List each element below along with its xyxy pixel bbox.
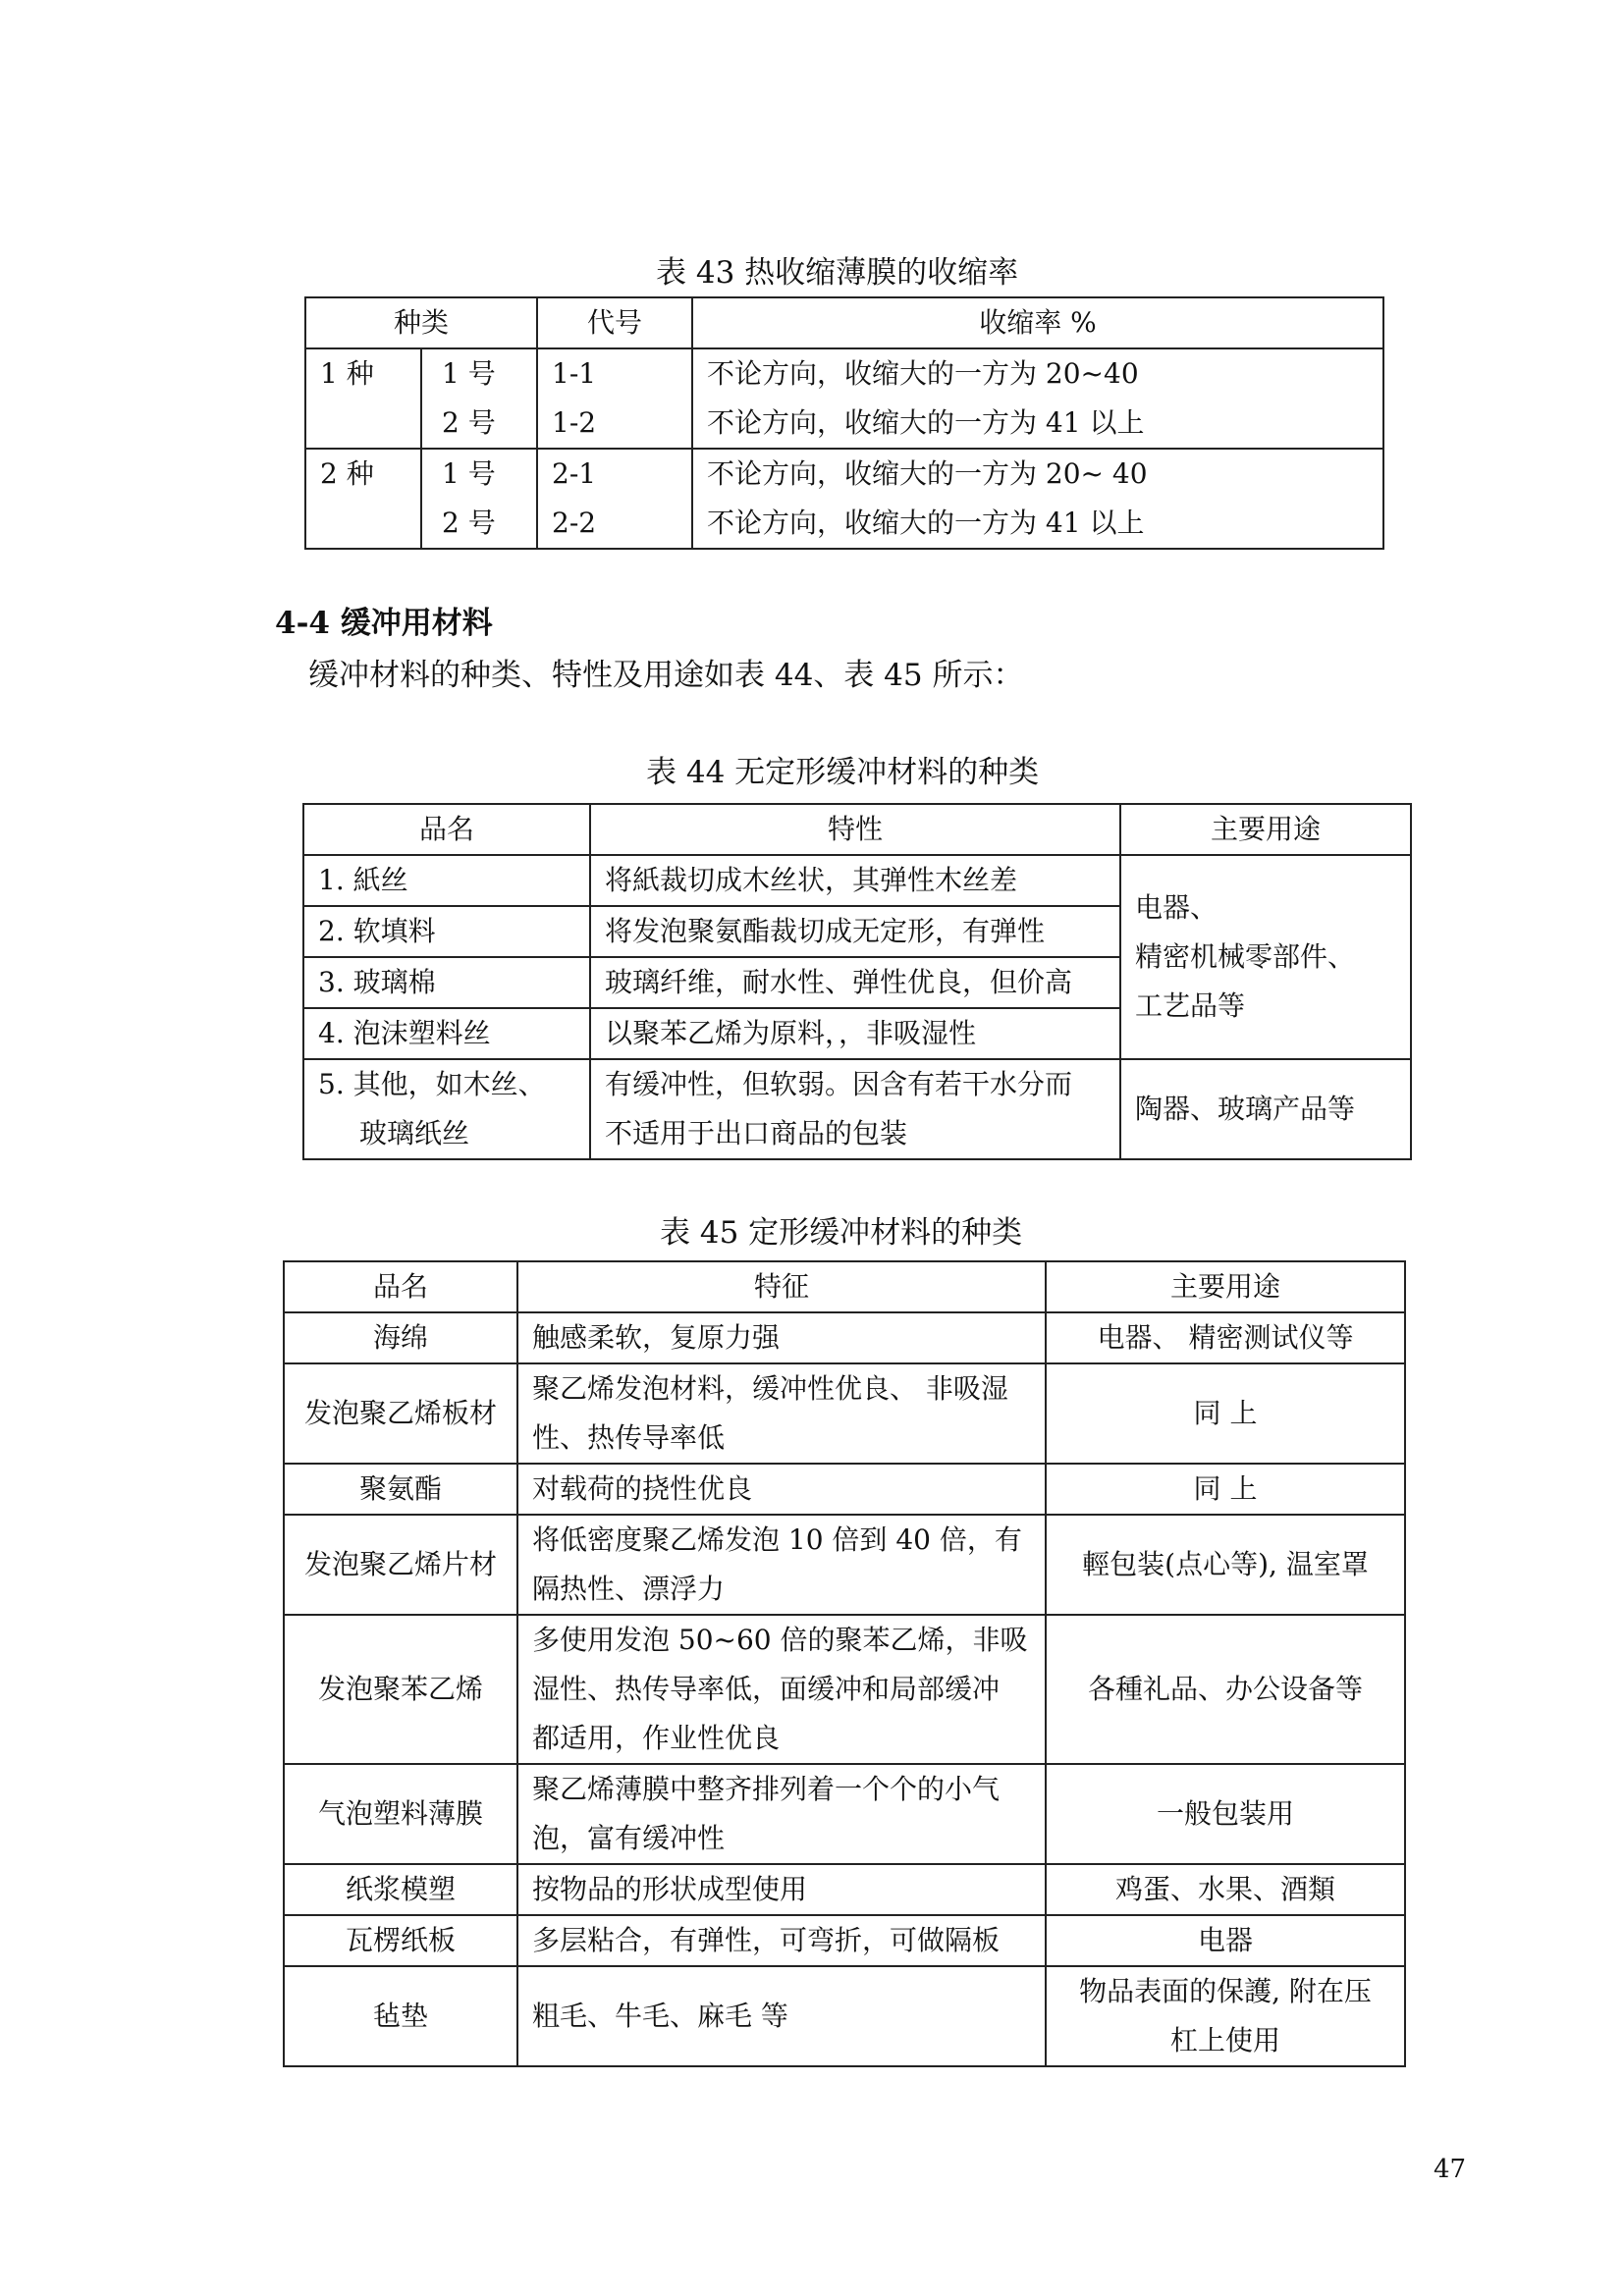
table45-feature-line: 隔热性、漂浮力 (532, 1573, 726, 1605)
table45 (283, 1260, 1406, 2067)
table45-use-line: 物品表面的保護, 附在压 (1079, 1975, 1372, 2007)
table45-use-cell (1046, 1464, 1405, 1515)
table45-feature-line: 触感柔软，复原力强 (532, 1321, 781, 1354)
table43-header-row (305, 297, 1383, 348)
table43-header-code: 代号 (537, 297, 692, 348)
table44-property-line: 不适用于出口商品的包装 (605, 1117, 908, 1149)
table44-name-line: 5. 其他，如木丝、 (318, 1068, 546, 1100)
table45-feature-line: 多使用发泡 50~60 倍的聚苯乙烯，非吸 (532, 1624, 1028, 1656)
table45-use-cell (1046, 1764, 1405, 1864)
table43-header-rate: 收缩率 % (692, 297, 1383, 348)
table45-feature-line: 将低密度聚乙烯发泡 10 倍到 40 倍，有 (532, 1523, 1022, 1556)
table43-no-cell: 2 号 (421, 499, 537, 549)
table45-feature-cell (517, 1915, 1046, 1966)
table43-no-cell: 2 号 (421, 399, 537, 449)
table45-header-feature: 特征 (517, 1261, 1046, 1312)
table43-rate-cell: 不论方向，收缩大的一方为 20~40 (692, 348, 1383, 399)
table44-use-cell (1120, 855, 1411, 1059)
table45-use-line: 电器、 精密测试仪等 (1097, 1321, 1354, 1354)
table43-code-cell: 1-1 (537, 348, 692, 399)
table44-property-cell: 以聚苯乙烯为原料，，非吸湿性 (590, 1008, 1120, 1059)
table44-property-cell: 玻璃纤维，耐水性、弹性优良，但价高 (590, 957, 1120, 1008)
table45-name-cell: 聚氨酯 (284, 1464, 517, 1515)
table44-header-row (303, 804, 1411, 855)
table45-name-cell: 瓦楞纸板 (284, 1915, 517, 1966)
table-row (305, 348, 1383, 399)
table45-use-line: 鸡蛋、水果、酒類 (1114, 1873, 1335, 1905)
table-row (305, 449, 1383, 499)
table43-caption: 表 43 热收缩薄膜的收缩率 (656, 255, 1019, 291)
table43-code-cell: 1-2 (537, 399, 692, 449)
table45-use-cell (1046, 1915, 1405, 1966)
table-row (305, 499, 1383, 549)
table45-name-cell: 发泡聚苯乙烯 (284, 1615, 517, 1764)
table45-use-line: 电器 (1197, 1924, 1253, 1956)
table44-property-cell: 将紙裁切成木丝状，其弹性木丝差 (590, 855, 1120, 906)
table43-header-kind: 种类 (305, 297, 537, 348)
table44-use-line: 精密机械零部件、 (1135, 940, 1356, 973)
table45-feature-line: 聚乙烯薄膜中整齐排列着一个个的小气 (532, 1773, 1001, 1805)
table43-rate-cell: 不论方向，收缩大的一方为 20~ 40 (692, 449, 1383, 499)
table-row (284, 1864, 1405, 1915)
table45-use-cell (1046, 1864, 1405, 1915)
table45-use-cell (1046, 1615, 1405, 1764)
table45-feature-cell (517, 1464, 1046, 1515)
table-row (284, 1615, 1405, 1764)
table44-header-name: 品名 (303, 804, 590, 855)
section-intro: 缓冲材料的种类、特性及用途如表 44、表 45 所示： (308, 658, 1024, 693)
table45-name-cell: 海绵 (284, 1312, 517, 1363)
table45-use-line: 各種礼品、办公设备等 (1087, 1673, 1363, 1705)
table45-use-cell (1046, 1363, 1405, 1464)
table44-name-cell: 3. 玻璃棉 (303, 957, 590, 1008)
table45-name-cell: 毡垫 (284, 1966, 517, 2066)
table44-property-cell (590, 1059, 1120, 1159)
table44-name-cell: 1. 紙丝 (303, 855, 590, 906)
table45-feature-cell (517, 1764, 1046, 1864)
table45-use-cell (1046, 1966, 1405, 2066)
page-number: 47 (1434, 2155, 1467, 2184)
table-row (284, 1515, 1405, 1615)
table44-name-cell: 4. 泡沫塑料丝 (303, 1008, 590, 1059)
table44 (302, 803, 1412, 1160)
table45-feature-line: 按物品的形状成型使用 (532, 1873, 808, 1905)
table-row (284, 1764, 1405, 1864)
table44-use-cell: 陶器、玻璃产品等 (1120, 1059, 1411, 1159)
table45-feature-cell (517, 1966, 1046, 2066)
table45-use-cell (1046, 1312, 1405, 1363)
table43-no-cell: 1 号 (421, 348, 537, 399)
table-row (284, 1363, 1405, 1464)
table-row (284, 1915, 1405, 1966)
table45-name-cell: 纸浆模塑 (284, 1864, 517, 1915)
table45-feature-cell (517, 1615, 1046, 1764)
table45-use-line: 同 上 (1193, 1397, 1258, 1429)
table45-name-cell: 发泡聚乙烯板材 (284, 1363, 517, 1464)
table43-code-cell: 2-2 (537, 499, 692, 549)
table43-code-cell: 2-1 (537, 449, 692, 499)
table45-feature-cell (517, 1312, 1046, 1363)
table43-no-cell: 1 号 (421, 449, 537, 499)
table44-name-cell: 2. 软填料 (303, 906, 590, 957)
table45-feature-line: 聚乙烯发泡材料，缓冲性优良、 非吸湿 (532, 1372, 1008, 1405)
table44-property-line: 有缓冲性，但软弱。因含有若干水分而 (605, 1068, 1073, 1100)
table45-use-line: 杠上使用 (1169, 2024, 1280, 2056)
table43-kind-cell: 2 种 (305, 449, 421, 549)
table44-header-property: 特性 (590, 804, 1120, 855)
table44-name-line: 玻璃纸丝 (359, 1117, 470, 1149)
table45-feature-line: 粗毛、牛毛、麻毛 等 (532, 2000, 788, 2032)
table-row (305, 399, 1383, 449)
table45-header-use: 主要用途 (1046, 1261, 1405, 1312)
table45-name-cell: 发泡聚乙烯片材 (284, 1515, 517, 1615)
table45-name-cell: 气泡塑料薄膜 (284, 1764, 517, 1864)
table43-kind-cell: 1 种 (305, 348, 421, 449)
table-row (284, 1966, 1405, 2066)
table45-feature-line: 对载荷的挠性优良 (532, 1472, 753, 1505)
table-row (284, 1464, 1405, 1515)
table43-rate-cell: 不论方向，收缩大的一方为 41 以上 (692, 499, 1383, 549)
table45-feature-line: 性、热传导率低 (532, 1421, 726, 1454)
table45-use-cell (1046, 1515, 1405, 1615)
table-row (303, 1059, 1411, 1159)
table45-feature-cell (517, 1864, 1046, 1915)
table45-feature-line: 多层粘合，有弹性，可弯折，可做隔板 (532, 1924, 1001, 1956)
table45-header-name: 品名 (284, 1261, 517, 1312)
table45-caption: 表 45 定形缓冲材料的种类 (660, 1215, 1023, 1251)
table43-rate-cell: 不论方向，收缩大的一方为 41 以上 (692, 399, 1383, 449)
table45-header-row (284, 1261, 1405, 1312)
table44-use-line: 电器、 (1135, 891, 1218, 924)
table45-body (284, 1312, 1405, 2066)
table45-use-line: 同 上 (1193, 1472, 1258, 1505)
table45-feature-line: 都适用，作业性优良 (532, 1722, 781, 1754)
table44-property-cell: 将发泡聚氨酯裁切成无定形，有弹性 (590, 906, 1120, 957)
table45-feature-line: 湿性、热传导率低，面缓冲和局部缓冲 (532, 1673, 1001, 1705)
table-row (284, 1312, 1405, 1363)
table45-use-line: 一般包装用 (1156, 1797, 1294, 1830)
table45-feature-cell (517, 1515, 1046, 1615)
table45-use-line: 輕包装(点心等), 温室罩 (1082, 1548, 1369, 1580)
table44-header-use: 主要用途 (1120, 804, 1411, 855)
table44-name-cell (303, 1059, 590, 1159)
table44-use-line: 工艺品等 (1135, 989, 1246, 1022)
table45-feature-line: 泡，富有缓冲性 (532, 1822, 726, 1854)
table43 (304, 296, 1384, 550)
section-heading: 4-4 缓冲用材料 (275, 606, 493, 641)
table45-feature-cell (517, 1363, 1046, 1464)
table44-caption: 表 44 无定形缓冲材料的种类 (646, 755, 1040, 790)
table-row (303, 855, 1411, 906)
